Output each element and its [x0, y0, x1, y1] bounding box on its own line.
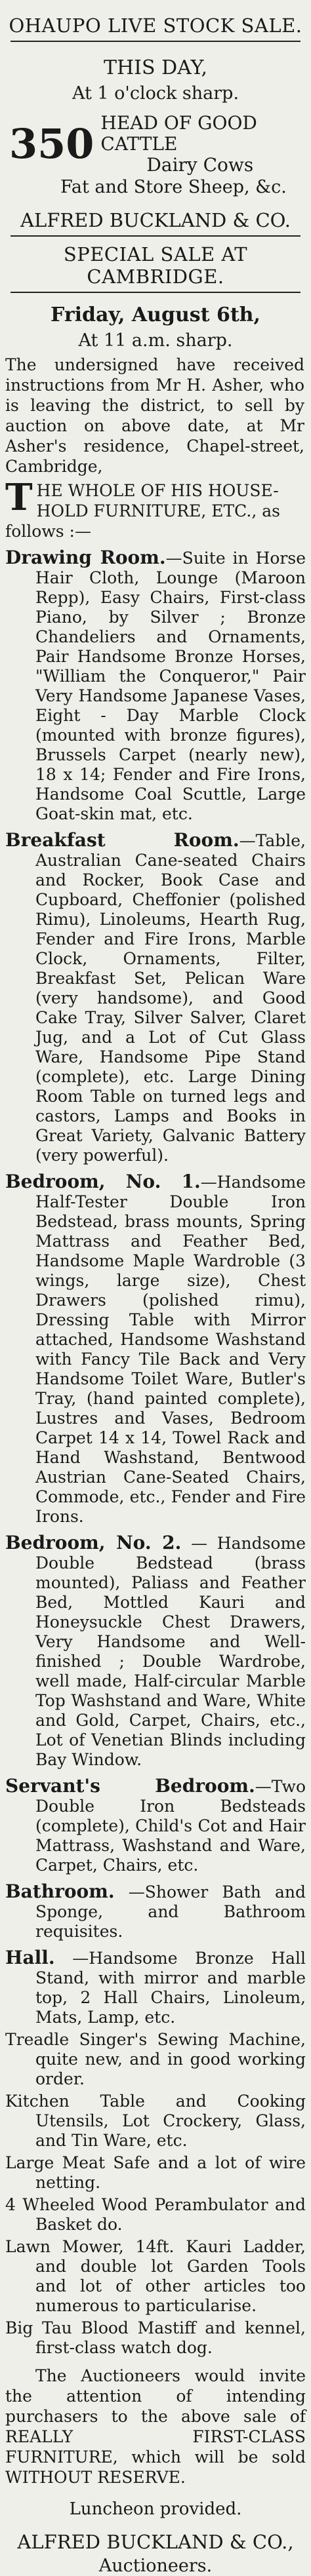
sale-time: At 11 a.m. sharp. — [78, 330, 233, 351]
section-hall — [5, 1948, 306, 2027]
divider — [10, 235, 301, 237]
section-text: —Suite in Horse Hair Cloth, Lounge (Maroon Repp), Easy Chairs, First-class Piano, by Silver ; Bronze Chandeliers and Ornaments, Pair Handsome Bronze Horses, "William the Conqueror," Pair Very Handsome Japanese Vases, Eight - Day Marble Clock (mounted with bronze figures), Brussels Carpet (nearly new), 18 x 14; Fender and Fire Irons, Handsome Coal Scuttle, Large Goat-skin mat, etc. — [35, 549, 306, 823]
section-bedroom-1 — [5, 1172, 306, 1527]
section-breakfast-room — [5, 830, 306, 1165]
list-item: Kitchen Table and Cooking Utensils, Lot Crockery, Glass, and Tin Ware, etc. — [5, 2092, 306, 2150]
cattle-line1: HEAD OF GOOD CATTLE — [100, 112, 257, 155]
section-label: Servant's Bedroom. — [5, 1775, 255, 1797]
special-sale-heading: SPECIAL SALE AT CAMBRIDGE. — [63, 243, 248, 288]
section-label: Breakfast Room. — [5, 829, 239, 851]
section-label: Bathroom. — [5, 1881, 115, 1902]
section-bedroom-2 — [5, 1533, 306, 1770]
section-text: — Handsome Double Bedstead (brass mounted), Paliass and Feather Bed, Mottled Kauri and Honeysuckle Chest Drawers, Very Handsome and Well-finished ; Double Wardrobe, well made, Half-circular Marble Top Washstand and Ware, White and Gold, Carpet, Chairs, etc., Lot of Venetian Blinds including Bay Window. — [35, 1534, 306, 1769]
cattle-line2: Dairy Cows — [146, 154, 254, 176]
section-text: —Handsome Bronze Hall Stand, with mirror and marble top, 2 Hall Chairs, Linoleum, Mats, Lamp, etc. — [35, 1949, 306, 2027]
section-label: Bedroom, No. 2. — [5, 1532, 182, 1553]
drop-cap: T — [5, 476, 33, 519]
section-label: Drawing Room. — [5, 547, 166, 568]
cattle-description — [100, 113, 306, 176]
cattle-line3: Fat and Store Sheep, &c. — [60, 177, 287, 197]
sale-heading: OHAUPO LIVE STOCK SALE. — [9, 14, 302, 37]
sale1-when: THIS DAY, — [103, 56, 208, 79]
cattle-count: 350 — [9, 120, 94, 168]
section-label: Hall. — [5, 1947, 55, 1968]
sale1-time: At 1 o'clock sharp. — [72, 83, 239, 104]
closing-paragraph: The Auctioneers would invite the attention of intending purchasers to the above sale of REALLY FIRST-CLASS FURNITURE, which will be sold WITHOUT RESERVE. — [5, 2366, 306, 2487]
list-item: Big Tau Blood Mastiff and kennel, first-class watch dog. — [5, 2318, 306, 2357]
list-item: Lawn Mower, 14ft. Kauri Ladder, and double lot Garden Tools and lot of other articles too numerous to particularise. — [5, 2237, 306, 2315]
section-text: —Table, Australian Cane-seated Chairs and Rocker, Book Case and Cupboard, Cheffonier (polished Rimu), Linoleums, Hearth Rug, Fender and Fire Irons, Marble Clock, Ornaments, Filter, Breakfast Set, Pelican Ware (very handsome), and Good Cake Tray, Silver Salver, Claret Jug, and a Lot of Cut Glass Ware, Handsome Pipe Stand (complete), etc. Large Dining Room Table on turned legs and castors, Lamps and Books in Great Variety, Galvanic Battery (very powerful). — [35, 831, 306, 1165]
list-item: Treadle Singer's Sewing Machine, quite new, and in good working order. — [5, 2030, 306, 2088]
sale-date: Friday, August 6th, — [51, 303, 260, 326]
section-bathroom — [5, 1882, 306, 1942]
room-sections — [5, 548, 306, 2027]
list-item: 4 Wheeled Wood Perambulator and Basket do. — [5, 2195, 306, 2234]
section-drawing-room — [5, 548, 306, 824]
auctioneer-top: ALFRED BUCKLAND & CO. — [20, 209, 291, 231]
auctioneer-signature: ALFRED BUCKLAND & CO., — [17, 2531, 294, 2553]
advertisement-page — [0, 14, 311, 2576]
misc-items — [5, 2030, 306, 2358]
cattle-line — [5, 113, 306, 176]
list-item: Large Meat Safe and a lot of wire netting. — [5, 2153, 306, 2192]
intro-paragraph: The undersigned have received instructions from Mr H. Asher, who is leaving the district, to sell by auction on above date, at Mr Asher's residence, Chapel-street, Cambridge, — [5, 355, 304, 476]
section-text: —Shower Bath and Sponge, and Bathroom requisites. — [35, 1883, 306, 1941]
whole-household-text: HE WHOLE OF HIS HOUSE-HOLD FURNITURE, ETC., as follows :— — [5, 481, 280, 541]
divider — [10, 41, 301, 42]
divider — [10, 292, 301, 293]
luncheon-note: Luncheon provided. — [69, 2499, 242, 2519]
section-label: Bedroom, No. 1. — [5, 1171, 201, 1192]
section-text: —Two Double Iron Bedsteads (complete), Child's Cot and Hair Mattrass, Washstand and Ware, Carpet, Chairs, etc. — [35, 1777, 306, 1875]
whole-household-heading — [5, 476, 306, 541]
section-servants-bedroom — [5, 1776, 306, 1875]
auctioneer-title: Auctioneers. — [98, 2556, 213, 2576]
section-text: —Handsome Half-Tester Double Iron Bedstead, brass mounts, Spring Mattrass and Feather Bed, Handsome Maple Wardroble (3 wings, large size), Chest Drawers (polished rimu), Dressing Table with Mirror attached, Handsome Washstand with Fancy Tile Back and Very Handsome Toilet Ware, Butler's Tray, (hand painted complete), Lustres and Vases, Bedroom Carpet 14 x 14, Towel Rack and Hand Washstand, Bentwood Austrian Cane-Seated Chairs, Commode, etc., Fender and Fire Irons. — [35, 1173, 306, 1526]
